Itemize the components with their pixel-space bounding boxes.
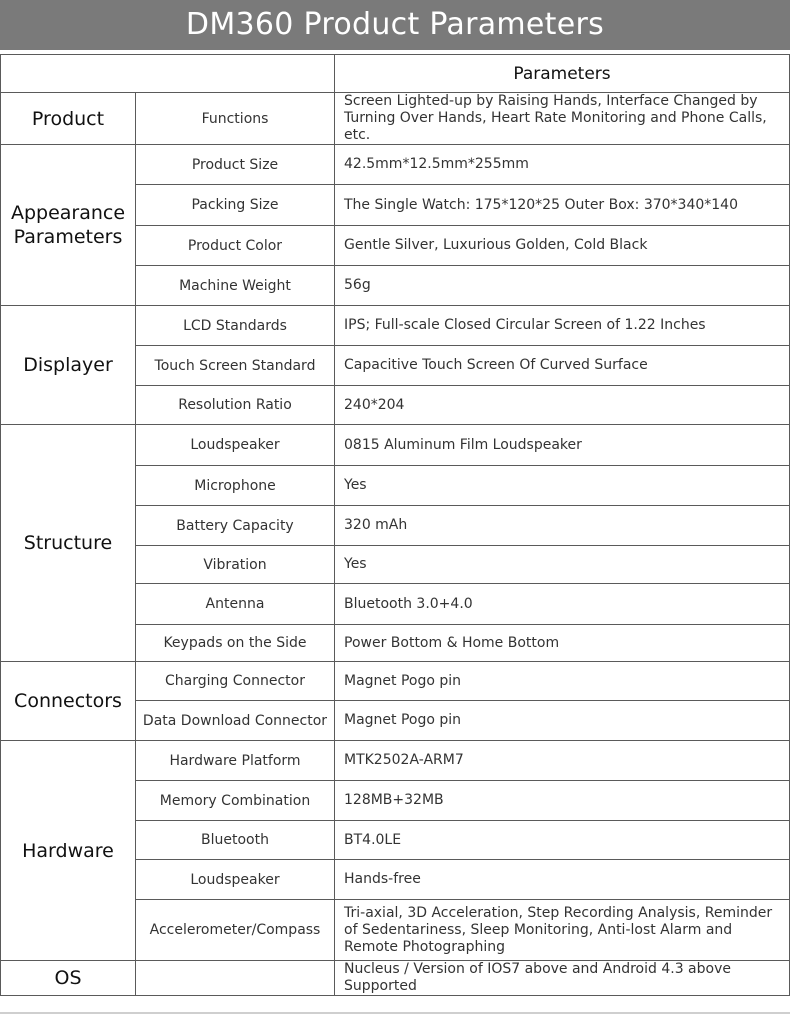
feature-value: IPS; Full-scale Closed Circular Screen of 1.22 Inches <box>335 306 790 346</box>
feature-label: Battery Capacity <box>136 506 335 546</box>
feature-label: Packing Size <box>136 185 335 226</box>
feature-value: Yes <box>335 546 790 584</box>
page-title: DM360 Product Parameters <box>0 0 790 50</box>
feature-value: Gentle Silver, Luxurious Golden, Cold Black <box>335 226 790 266</box>
category-hardware: Hardware <box>1 741 136 961</box>
feature-label: Charging Connector <box>136 662 335 701</box>
table-row <box>1 306 790 346</box>
feature-value: 0815 Aluminum Film Loudspeaker <box>335 425 790 466</box>
feature-label: Data Download Connector <box>136 701 335 741</box>
category-displayer: Displayer <box>1 306 136 425</box>
table-row <box>1 662 790 701</box>
category-label: Appearance Parameters <box>10 202 126 248</box>
feature-label: Antenna <box>136 584 335 625</box>
parameters-table <box>0 54 790 996</box>
feature-label: Machine Weight <box>136 266 335 306</box>
feature-label: Functions <box>136 93 335 145</box>
feature-label: Product Color <box>136 226 335 266</box>
feature-value: 320 mAh <box>335 506 790 546</box>
feature-value: Magnet Pogo pin <box>335 701 790 741</box>
feature-value: Yes <box>335 466 790 506</box>
table-header-row <box>1 55 790 93</box>
feature-label <box>136 961 335 996</box>
feature-label: LCD Standards <box>136 306 335 346</box>
table-row <box>1 93 790 145</box>
category-os: OS <box>1 961 136 996</box>
feature-value: Magnet Pogo pin <box>335 662 790 701</box>
feature-value: Capacitive Touch Screen Of Curved Surface <box>335 346 790 386</box>
feature-value: BT4.0LE <box>335 821 790 860</box>
feature-value: Screen Lighted-up by Raising Hands, Interface Changed by Turning Over Hands, Heart Rate Monitoring and Phone Calls, etc. <box>335 93 790 145</box>
feature-label: Hardware Platform <box>136 741 335 781</box>
feature-value: 56g <box>335 266 790 306</box>
category-product: Product <box>1 93 136 145</box>
category-appearance-parameters <box>1 145 136 306</box>
feature-value: The Single Watch: 175*120*25 Outer Box: 370*340*140 <box>335 185 790 226</box>
feature-value: Nucleus / Version of IOS7 above and Android 4.3 above Supported <box>335 961 790 996</box>
bottom-divider <box>0 1012 790 1014</box>
parameters-header: Parameters <box>335 55 790 93</box>
header-empty-cell <box>1 55 335 93</box>
table-row <box>1 425 790 466</box>
feature-label: Touch Screen Standard <box>136 346 335 386</box>
feature-label: Accelerometer/Compass <box>136 900 335 961</box>
feature-value: Tri-axial, 3D Acceleration, Step Recording Analysis, Reminder of Sedentariness, Sleep Monitoring, Anti-lost Alarm and Remote Photographing <box>335 900 790 961</box>
feature-label: Resolution Ratio <box>136 386 335 425</box>
feature-label: Loudspeaker <box>136 425 335 466</box>
category-structure: Structure <box>1 425 136 662</box>
feature-label: Microphone <box>136 466 335 506</box>
table-row <box>1 961 790 996</box>
feature-value: Bluetooth 3.0+4.0 <box>335 584 790 625</box>
feature-label: Memory Combination <box>136 781 335 821</box>
feature-value: Power Bottom & Home Bottom <box>335 625 790 662</box>
feature-label: Bluetooth <box>136 821 335 860</box>
category-connectors: Connectors <box>1 662 136 741</box>
feature-label: Loudspeaker <box>136 860 335 900</box>
feature-value: 128MB+32MB <box>335 781 790 821</box>
feature-value: 240*204 <box>335 386 790 425</box>
feature-value: MTK2502A-ARM7 <box>335 741 790 781</box>
feature-label: Keypads on the Side <box>136 625 335 662</box>
feature-label: Product Size <box>136 145 335 185</box>
feature-value: 42.5mm*12.5mm*255mm <box>335 145 790 185</box>
feature-value: Hands-free <box>335 860 790 900</box>
table-row <box>1 145 790 185</box>
table-row <box>1 741 790 781</box>
feature-label: Vibration <box>136 546 335 584</box>
